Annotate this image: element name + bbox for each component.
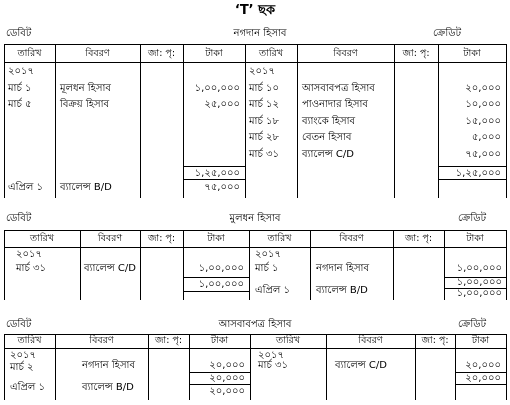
date-header: তারিখ (275, 335, 301, 346)
table-rule (4, 44, 5, 198)
entry-date: মার্চ ১ (255, 263, 279, 274)
particulars-header: বিবরণ (97, 233, 123, 244)
balance-date: এপ্রিল ১ (255, 285, 291, 296)
entry-amount: ১,০০,০০০ (194, 83, 240, 94)
year: ২০১৭ (258, 350, 284, 361)
ledger-title: নগদান হিসাব (233, 28, 287, 39)
year: ২০১৭ (10, 350, 36, 361)
particulars-header: বিবরণ (89, 335, 114, 346)
table-rule (183, 166, 245, 167)
entry-particulars: ব্যালেন্স C/D (302, 149, 354, 160)
entry-amount: ২০,০০০ (465, 83, 501, 94)
entry-amount: ২০,০০০ (465, 360, 501, 371)
total-amount: ১,০০,০০০ (456, 277, 502, 288)
total-amount: ২০,০০০ (209, 373, 245, 384)
ledger-title: মুলধন হিসাব (229, 213, 281, 224)
date-header: তারিখ (258, 48, 284, 59)
particulars-header: বিবরণ (333, 48, 358, 59)
entry-date: মার্চ ২ (10, 362, 34, 373)
year: ২০১৭ (16, 249, 42, 260)
year: ২০১৭ (8, 66, 34, 77)
entry-particulars: মূলধন হিসাব (60, 83, 111, 94)
amount-header: টাকা (471, 335, 490, 346)
folio-header: জা: পৃ: (147, 233, 176, 244)
folio-header: জা: পৃ: (421, 335, 449, 346)
table-rule (183, 179, 245, 180)
balance-particulars: ব্যালেন্স B/D (316, 285, 368, 296)
entry-date: মার্চ ৫ (8, 99, 32, 110)
page-title: ‘T’ ছক (234, 3, 276, 18)
table-rule (506, 44, 507, 198)
entry-date: মার্চ ৩১ (258, 360, 289, 371)
table-rule (140, 44, 141, 198)
date-header: তারিখ (29, 233, 55, 244)
credit-label: ক্রেডিট (433, 28, 462, 39)
entry-date: মার্চ ৩১ (16, 263, 47, 274)
table-rule (183, 277, 249, 278)
entry-amount: ৫,০০০ (471, 132, 501, 143)
balance-particulars: ব্যালেন্স B/D (60, 182, 112, 193)
amount-header: টাকা (466, 233, 484, 244)
folio-header: জা: পৃ: (402, 48, 430, 59)
amount-header: টাকা (463, 48, 481, 59)
entry-particulars: নগদান হিসাব (82, 360, 136, 371)
amount-header: টাকা (210, 335, 229, 346)
entry-particulars: পাওনাদার হিসাব (302, 99, 368, 110)
folio-header: জা: পৃ: (154, 335, 183, 346)
table-rule (4, 44, 506, 45)
total-amount: ১,২৫,০০০ (455, 168, 501, 179)
year: ২০১৭ (249, 66, 275, 77)
entry-amount: ৭৫,০০০ (465, 149, 501, 160)
entry-amount: ১০,০০০ (465, 99, 501, 110)
entry-particulars: বিক্রয় হিসাব (60, 99, 110, 110)
entry-particulars: নগদান হিসাব (316, 263, 370, 274)
ledger-title: আসবাবপত্র হিসাব (218, 319, 292, 330)
entry-date: মার্চ ১৮ (249, 116, 280, 127)
table-rule (297, 44, 298, 198)
folio-header: জা: পৃ: (147, 48, 176, 59)
table-rule (438, 166, 506, 167)
table-rule (183, 291, 249, 292)
entry-particulars: বেতন হিসাব (302, 132, 352, 143)
total-amount: ২০,০০০ (465, 373, 501, 384)
balance-date: এপ্রিল ১ (10, 382, 46, 393)
folio-header: জা: পৃ: (404, 233, 433, 244)
amount-header: টাকা (207, 233, 225, 244)
entry-particulars: ব্যাংকে হিসাব (302, 116, 356, 127)
table-rule (506, 230, 507, 300)
balance-amount: ২০,০০০ (209, 386, 245, 397)
debit-label: ডেবিট (6, 319, 32, 330)
balance-amount: ১,০০,০০০ (456, 288, 502, 299)
table-rule (245, 44, 246, 198)
entry-amount: ১৫,০০০ (465, 116, 501, 127)
balance-date: এপ্রিল ১ (8, 182, 44, 193)
table-rule (4, 348, 506, 349)
total-amount: ১,০০,০০০ (198, 279, 244, 290)
table-rule (394, 44, 395, 198)
entry-date: মার্চ ১০ (249, 83, 280, 94)
entry-date: মার্চ ২৮ (249, 132, 280, 143)
entry-particulars: আসবাবপত্র হিসাব (302, 83, 375, 94)
entry-date: মার্চ ৩১ (249, 149, 280, 160)
particulars-header: বিবরণ (339, 233, 364, 244)
amount-header: টাকা (205, 48, 223, 59)
balance-particulars: ব্যালেন্স B/D (82, 382, 134, 393)
entry-amount: ২০,০০০ (209, 360, 245, 371)
table-rule (455, 384, 506, 385)
entry-amount: ১,০০,০০০ (198, 263, 244, 274)
table-rule (506, 334, 507, 400)
entry-date: মার্চ ১ (8, 83, 32, 94)
table-rule (4, 62, 506, 63)
date-header: তারিখ (267, 233, 292, 244)
particulars-header: বিবরণ (85, 48, 110, 59)
year: ২০১৭ (255, 249, 281, 260)
particulars-header: বিবরণ (358, 335, 383, 346)
entry-amount: ১,০০,০০০ (456, 263, 502, 274)
debit-label: ডেবিট (6, 213, 32, 224)
table-rule (438, 179, 506, 180)
entry-date: মার্চ ১২ (249, 99, 280, 110)
table-rule (189, 384, 250, 385)
balance-amount: ৭৫,০০০ (204, 182, 240, 193)
entry-particulars: ব্যালেন্স C/D (335, 360, 387, 371)
credit-label: ক্রেডিট (458, 213, 487, 224)
credit-label: ক্রেডিট (458, 319, 487, 330)
date-header: তারিখ (17, 335, 42, 346)
date-header: তারিখ (17, 48, 42, 59)
entry-particulars: ব্যালেন্স C/D (84, 263, 136, 274)
total-amount: ১,২৫,০০০ (194, 168, 240, 179)
entry-amount: ২৫,০০০ (204, 99, 240, 110)
debit-label: ডেবিট (6, 28, 32, 39)
table-rule (55, 44, 56, 198)
